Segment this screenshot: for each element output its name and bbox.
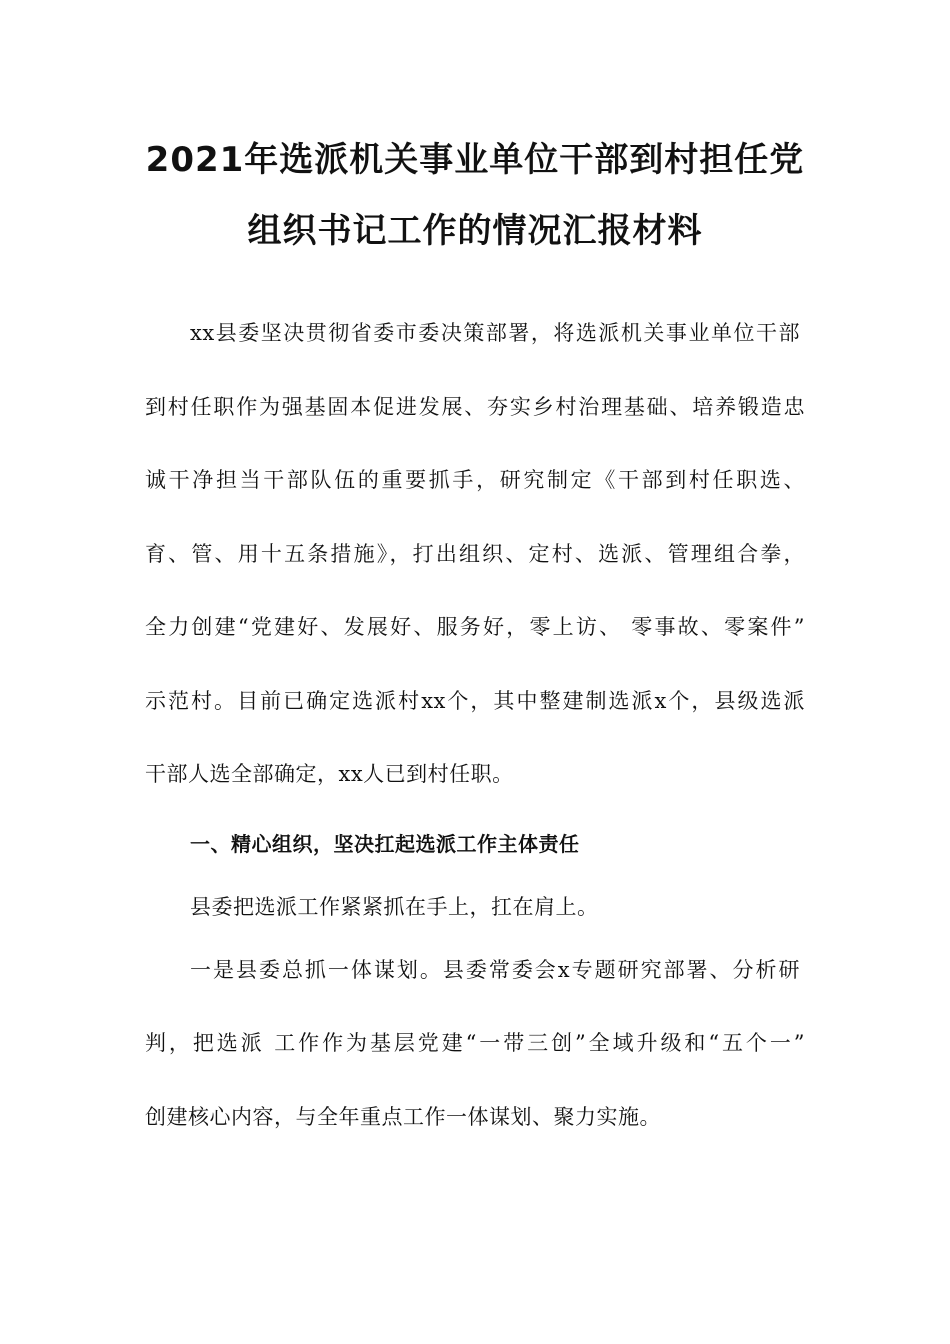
section-item-line-3: 创建核心内容，与全年重点工作一体谋划、聚力实施。 [145,1105,661,1129]
document-title-line-1: 2021年选派机关事业单位干部到村担任党 [145,140,805,180]
section-item-line-2: 判，把选派 工作作为基层党建“一带三创”全域升级和“五个一” [145,1031,805,1055]
intro-line-2: 到村任职作为强基固本促进发展、夯实乡村治理基础、培养锻造忠 [145,395,805,419]
section-heading: 一、精心组织，坚决扛起选派工作主体责任 [190,832,580,856]
intro-line-6: 示范村。目前已确定选派村xx个，其中整建制选派x个，县级选派 [145,689,805,713]
intro-line-5: 全力创建“党建好、发展好、服务好，零上访、 零事故、零案件” [145,615,805,639]
intro-line-7: 干部人选全部确定，xx人已到村任职。 [145,762,514,786]
intro-line-3: 诚干净担当干部队伍的重要抓手，研究制定《干部到村任职选、 [145,468,805,492]
section-item-line-1: 一是县委总抓一体谋划。县委常委会x专题研究部署、分析研 [190,958,800,982]
intro-line-4: 育、管、用十五条措施》，打出组织、定村、选派、管理组合拳， [145,542,805,566]
section-lead-paragraph: 县委把选派工作紧紧抓在手上，扛在肩上。 [190,895,599,919]
intro-line-1: xx县委坚决贯彻省委市委决策部署，将选派机关事业单位干部 [190,321,800,345]
document-title-line-2: 组织书记工作的情况汇报材料 [247,211,703,251]
